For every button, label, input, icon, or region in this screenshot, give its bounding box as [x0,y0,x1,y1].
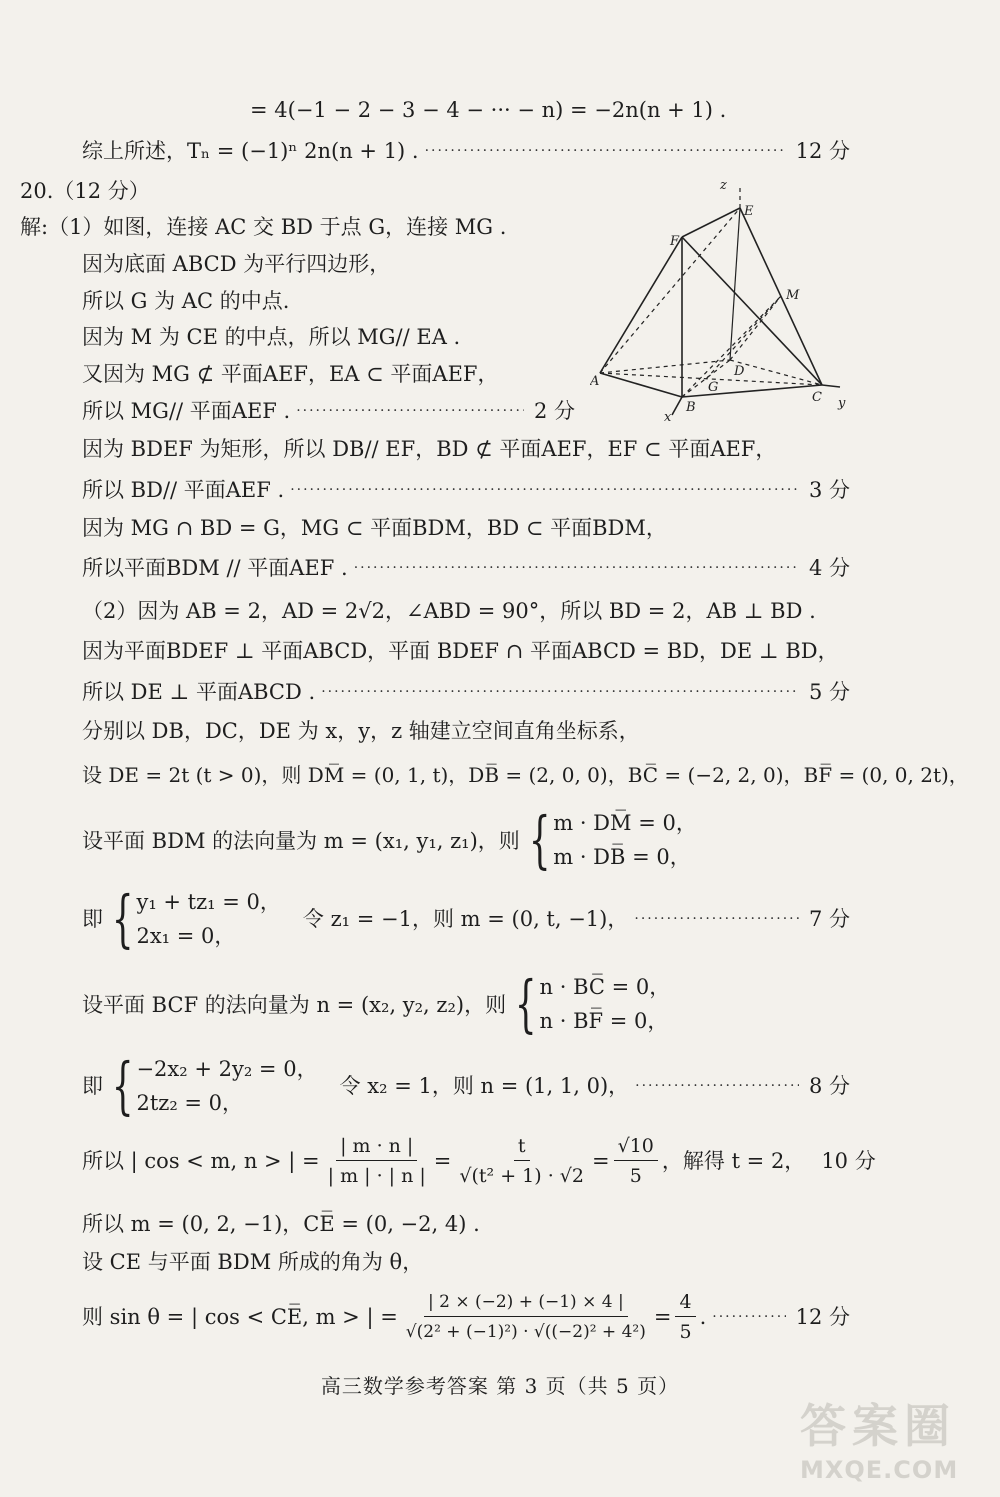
normal-vector-m-system: 设平面 BDM 的法向量为 m = (x₁, y₁, z₁)，则 { m · DM̅ = 0， m · DB̅ = 0， [82,803,697,876]
solution-line: （2）因为 AB = 2，AD = 2√2，∠ABD = 90°，所以 BD = 2，AB ⊥ BD . [82,599,816,623]
equation-system-line: 即 { y₁ + tz₁ = 0， 2x₁ = 0， 令 z₁ = −1，则 m = (0, t, −1)， ····· 7 分 [82,885,850,953]
score-label: 12 分 [795,1305,850,1329]
score-label: 5 分 [808,680,850,704]
left-brace: { [111,1049,134,1122]
score-label: 2 分 [533,399,575,423]
leader-dots [635,1071,799,1101]
score-label: 12 分 [795,139,850,163]
edge-AB [600,373,682,397]
equation-system-line: 即 { −2x₂ + 2y₂ = 0， 2tz₂ = 0， 令 x₂ = 1，则 n = (1, 1, 0)， ····· 8 分 [82,1052,850,1120]
edge-DM [730,296,781,360]
formula-line: = 4(−1 − 2 − 3 − 4 − ··· − n) = −2n(n + 1) . [250,98,727,122]
label-y: y [838,396,846,411]
sine-formula-line: 则 sin θ = | cos < CE̅, m > | = $\frac{| 2 \times (-2) + (-1) \times 4 |}{\text{√(2² + (−1)²) · √((−2)² + 4²)}}$ = $\frac{4}{5}$ . ····· 12 分 [82,1290,850,1344]
leader-dots [296,396,524,426]
label-A: A [590,374,600,389]
edge-BM [682,296,781,397]
left-brace: { [528,803,551,876]
fraction: $\frac{| m \cdot n |}{| m | \cdot | n |}$ [327,1134,426,1187]
label-E: E [744,204,754,219]
solution-line: 设 CE 与平面 BDM 所成的角为 θ， [82,1250,424,1274]
leader-dots [321,677,799,707]
label-M: M [786,288,800,303]
score-label: 8 分 [808,1074,850,1098]
solution-line: 因为平面BDEF ⊥ 平面ABCD，平面 BDEF ∩ 平面ABCD = BD，DE ⊥ BD， [82,639,839,663]
watermark-logo: 答案圈 MXQE.COM [800,1399,959,1484]
page-footer: 高三数学参考答案 第 3 页（共 5 页） [320,1374,680,1398]
label-B: B [686,400,696,415]
solution-line: 所以 MG// 平面AEF . ····· 2 分 [82,396,575,426]
cosine-formula-line: 所以 | cos < m, n > | = $\frac{| m \cdot n |}{| m | \cdot | n |}$ = $\frac{t}{\text{√(t² + 1) · √2}}$ = $\frac{√10}{5}$ ，解得 t = 2， 10 分 [82,1134,876,1187]
label-D: D [734,364,745,379]
label-G: G [708,380,719,395]
edge-AF [600,237,682,373]
edge-FE [682,208,740,237]
solution-line: 分别以 DB，DC，DE 为 x，y，z 轴建立空间直角坐标系， [82,719,640,743]
solution-line: 因为 MG ∩ BD = G，MG ⊂ 平面BDM，BD ⊂ 平面BDM， [82,516,667,540]
solution-line: 所以 m = (0, 2, −1)，CE̅ = (0, −2, 4) . [82,1212,480,1236]
score-label: 7 分 [808,907,850,931]
leader-dots [634,904,799,934]
edge-BC [682,385,822,397]
score-label: 4 分 [808,556,850,580]
label-F: F [670,234,680,249]
solution-line: 因为 M 为 CE 的中点，所以 MG// EA . [82,325,461,349]
fraction: $\frac{| 2 \times (-2) + (-1) \times 4 |}{\text{√(2² + (−1)²) · √((−2)² + 4²)}}$ [405,1291,646,1342]
leader-dots [290,475,799,505]
leader-dots [425,136,786,166]
edge-ED [730,208,740,360]
normal-vector-n-system: 设平面 BCF 的法向量为 n = (x₂, y₂, z₂)，则 { n · BC̅ = 0， n · BF̅ = 0， [82,967,671,1040]
score-label: 3 分 [808,478,850,502]
fraction: $\frac{√10}{5}$ [614,1134,658,1189]
edge-FC [682,237,822,385]
edge-AD [600,360,730,373]
solution-line: 因为底面 ABCD 为平行四边形， [82,252,391,276]
score-label: 10 分 [821,1149,876,1173]
summary-line: 综上所述，Tₙ = (−1)ⁿ 2n(n + 1) . ····· 12 分 [82,136,850,166]
left-brace: { [514,967,537,1040]
solution-line: 设 DE = 2t (t > 0)，则 DM̅ = (0, 1, t)，DB̅ = (2, 0, 0)，BC̅ = (−2, 2, 0)，BF̅ = (0, 0, 2t)， [82,763,969,787]
solution-line: 所以 BD// 平面AEF . ····· 3 分 [82,475,850,505]
geometry-figure [590,175,860,425]
solution-line: 解:（1）如图，连接 AC 交 BD 于点 G，连接 MG . [20,215,507,239]
axis-x [672,397,682,415]
solution-line: 因为 BDEF 为矩形，所以 DB// EF，BD ⊄ 平面AEF，EF ⊂ 平面AEF， [82,437,777,461]
fraction: $\frac{4}{5}$ [675,1290,695,1345]
label-x: x [664,410,672,425]
label-z: z [720,178,727,193]
axis-y [822,385,840,387]
left-brace: { [111,882,134,955]
question-number: 20.（12 分） [20,179,150,203]
edge-AE [600,208,740,373]
label-C: C [812,390,822,405]
solution-line: 所以 DE ⊥ 平面ABCD . ····· 5 分 [82,677,850,707]
solution-line: 所以 G 为 AC 的中点. [82,289,290,313]
leader-dots [712,1302,785,1332]
solution-line: 又因为 MG ⊄ 平面AEF，EA ⊂ 平面AEF， [82,362,499,386]
leader-dots [354,553,799,583]
solution-line: 所以平面BDM // 平面AEF . ····· 4 分 [82,553,850,583]
fraction: $\frac{t}{\text{√(t² + 1) · √2}}$ [459,1134,584,1187]
